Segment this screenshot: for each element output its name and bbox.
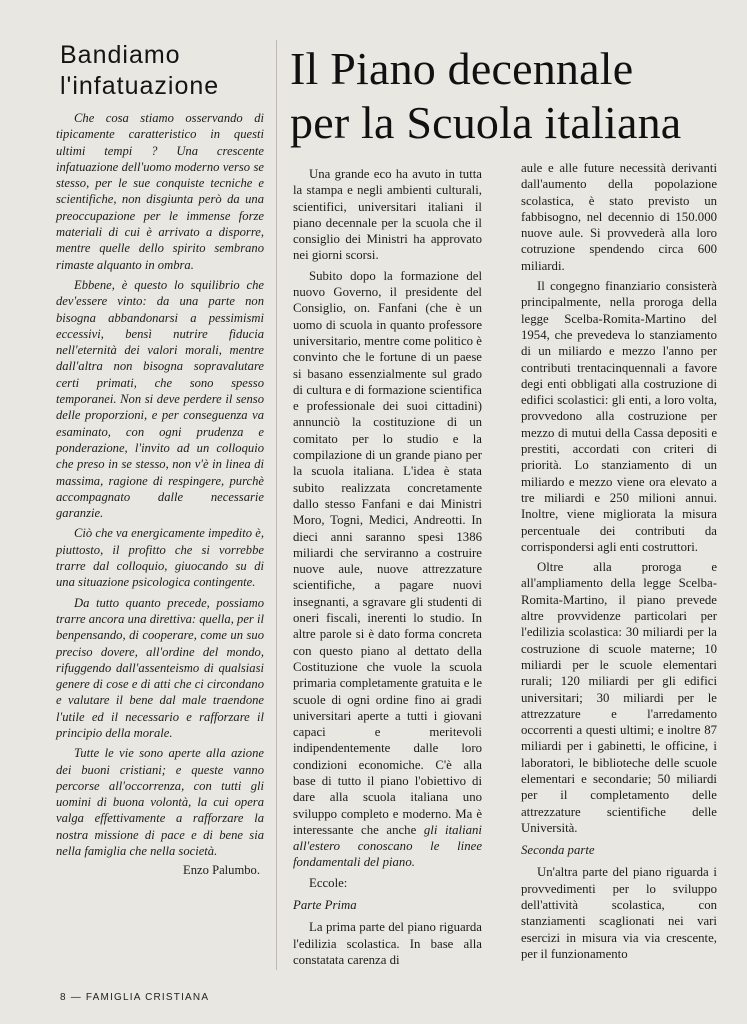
article-paragraph: Oltre alla proroga e all'ampliamento della legge Scelba-Romita-Martino, il piano prevede altre provvidenze particolari per l'edilizia scolastica: 30 miliardi per la costruzione di scuole materne; 10 miliardi per le scuole elementari rurali; 120 miliardi per gli edifici universitari; 30 miliardi per le attrezzature e l'arredamento occorrenti a questi ultimi; e inoltre 87 miliardi per i gabinetti, le officine, i laboratori, le biblioteche delle scuole elementari e secondarie; 50 miliardi per il completamento delle attrezzature scientifiche delle Università. [521, 560, 717, 835]
article-paragraph: Una grande eco ha avuto in tutta la stampa e negli ambienti culturali, scientifici, universitari italiani il piano decennale per la scuola che il consiglio dei Ministri ha approvato nei giorni scorsi. [293, 167, 482, 263]
headline-line2: per la Scuola italiana [290, 97, 682, 148]
article-paragraph [293, 268, 482, 871]
article-paragraph: aule e alle future necessità derivanti dall'aumento della popolazione scolastica, è stato previsto un fabbisogno, nel decennio di 150.000 nuove aule. Si provvederà alla loro cotruzione spendendo circa 600 miliardi. [521, 161, 717, 273]
sidebar-title-line1: Bandiamo [60, 41, 181, 69]
article-paragraph: Eccole: [309, 875, 348, 890]
sidebar-paragraph: Tutte le vie sono aperte alla azione dei buoni cristiani; e queste vanno percorse all'occorrenza, con tutti gli uomini di buona volontà, la cui opera valga effettivamente a rafforzare la nostra missione di pace e di bene sia nella famiglia che nella società. [56, 746, 264, 859]
sidebar-editorial [56, 40, 264, 878]
sidebar-title [60, 40, 264, 102]
article-paragraph: Il congegno finanziario consisterà principalmente, nella proroga della legge Scelba-Romita-Martino del 1954, che prevedeva lo stanziamento di un miliardo e mezzo l'anno per contributi trentacinquennali a favore degi enti obbligati alla costruzione di edifici scolastici: gli enti, a loro volta, provvedono alla costruzione per mezzo di mutui della Cassa depositi e prestiti, accordati con criteri di priorità. Lo stanziamento di un miliardo e mezzo viene ora elevato a tre miliardi e 250 milioni annui. Inoltre, viene migliorata la misura percentuale dei contributi da corrispondersi agli enti costruttori. [521, 279, 717, 554]
article-column-2 [521, 160, 717, 962]
sidebar-body [56, 110, 264, 878]
sidebar-title-line2: l'infatuazione [60, 72, 220, 100]
headline-line1: Il Piano decennale [290, 43, 634, 94]
article-column-1 [293, 166, 482, 968]
article-text: Subito dopo la formazione del nuovo Governo, il presidente del Consiglio, on. Fanfani (che è un uomo di scuola in quanto professore universitario, mentre come politico è convinto che le fortune di un paese si basano essenzialmente sul grado di cultura e di formazione scientifica e professionale dei suoi cittadini) annunciò la costituzione di un comitato per lo studio e la compilazione di un grande piano per la scuola italiana. L'idea è stata subito realizzata concretamente dallo stesso Fanfani e dai Ministri Moro, Togni, Medici, Andreotti. In dieci anni saranno spesi 1386 miliardi che serviranno a costruire nuove aule, nuove attrezzature scientifiche, a pagare nuovi insegnanti, a sgravare gli studenti di oneri fiscali, inerenti lo studio. In altre parole si è dato forma concreta con questo piano al dettato della Costituzione che vuole la scuola primaria completamente gratuita e le scuole di ogni ordine fino ai gradi universitari aperte a tutti i giovani capaci e meritevoli indipendentemente dalle loro condizioni economiche. C'è alla base di tutto il piano l'obiettivo di dare alla scuola italiana uno sviluppo completo e moderno. Ma è interessante che anche [293, 268, 482, 837]
article-paragraph: Un'altra parte del piano riguarda i provvedimenti per lo sviluppo dell'attività scolastica, con stanziamenti scaglionati nei vari esercizi in misura via via crescente, per il funzionamento [521, 865, 717, 961]
page-footer: 8 — FAMIGLIA CRISTIANA [60, 992, 210, 1003]
sidebar-paragraph: Ebbene, è questo lo squilibrio che dev'essere vinto: da una parte non bisogna abbandonarsi a pessimismi eccessivi, bensì nutrire fiducia nell'eternità dei valori morali, mentre dall'altra non bisogna sopravalutare certi primati, che sono spesso temporanei. Non si deve perdere il senso delle proporzioni, e per conseguenza va esaminato, con ogni prudenza e ponderazione, l'invito ad un colloquio che preso in se stesso, non v'è in linea di massima, ragione di respingere, purchè accompagnato dalle necessarie garanzie. [56, 277, 264, 521]
sidebar-paragraph: Da tutto quanto precede, possiamo trarre ancora una direttiva: quella, per il benpensando, di cooperare, come un suo preciso dovere, all'ordine del mondo, rifuggendo dall'assenteismo di qualsiasi genere di cose e di atti che ci circondano e valutare il bene dal male traendone l'utile ed il necessario e rafforzare il principio della morale. [56, 595, 264, 740]
sidebar-paragraph: Ciò che va energicamente impedito è, piuttosto, il profitto che si vorrebbe trarre dal colloquio, giuocando su di una situazione psicologica contingente. [56, 526, 264, 590]
article-emphasis: gli italiani all'estero conoscano le linee fondamentali del piano. [293, 822, 482, 870]
article-paragraph: La prima parte del piano riguarda l'edilizia scolastica. In base alla constatata carenza di [293, 920, 482, 967]
section-subhead: Seconda parte [521, 843, 595, 858]
sidebar-paragraph: Che cosa stiamo osservando di tipicamente caratteristico in questi ultimi tempi ? Una crescente infatuazione dell'uomo moderno verso se stesso, per le sue conquiste tecniche e scientifiche, non disgiunta però da una preoccupazione per le immense forze materiali di cui è arrivato a disporre, mentre quelle dello spirito sembrano rimaste alquanto in ombra. [56, 111, 264, 272]
column-divider [276, 40, 277, 970]
author-signature: Enzo Palumbo. [183, 863, 260, 878]
section-subhead: Parte Prima [293, 898, 357, 913]
article-headline [290, 42, 730, 150]
